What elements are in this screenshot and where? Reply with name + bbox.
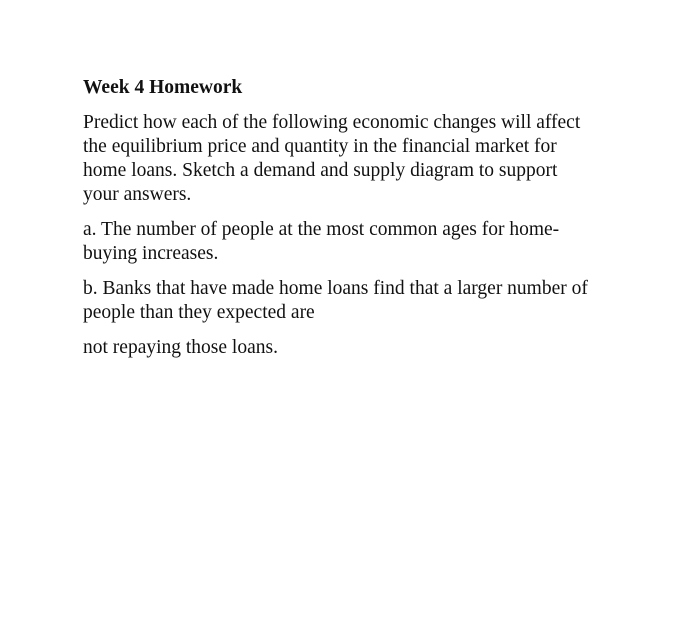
intro-line: Predict how each of the following economic changes will affect [83,112,581,133]
item-a-line: a. The number of people at the most common ages for home- [83,219,560,240]
intro-line: your answers. [83,184,192,205]
intro-line: the equilibrium price and quantity in the financial market for [83,136,557,157]
item-a-line: buying increases. [83,243,219,264]
item-a-paragraph [83,218,643,266]
item-b-continuation: not repaying those loans. [83,337,278,358]
item-b-paragraph [83,277,643,325]
document-body [83,76,643,371]
item-b-line: people than they expected are [83,302,315,323]
intro-paragraph [83,111,643,207]
intro-line: home loans. Sketch a demand and supply diagram to support [83,160,558,181]
item-b-line: b. Banks that have made home loans find that a larger number of [83,278,588,299]
document-title: Week 4 Homework [83,77,243,98]
